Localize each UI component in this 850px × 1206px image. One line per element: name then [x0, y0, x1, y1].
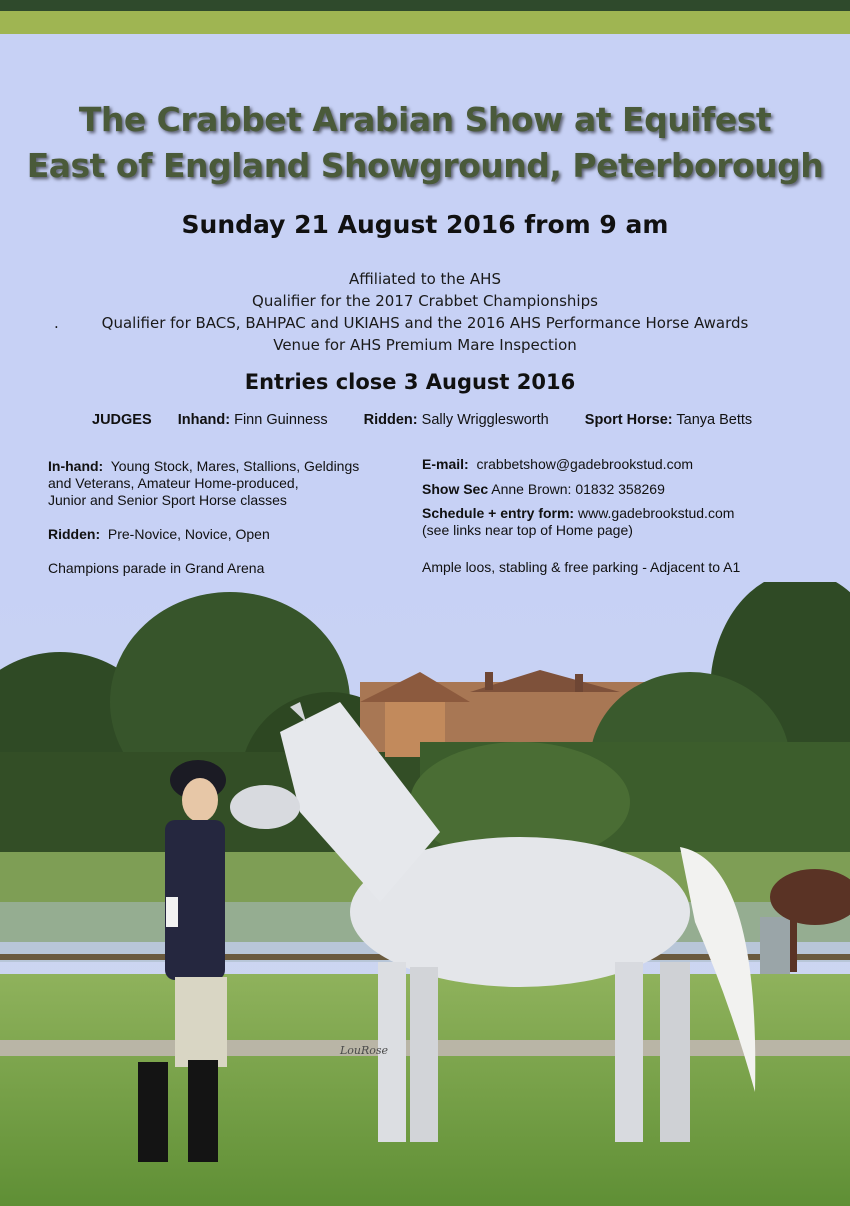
show-sec-label: Show Sec — [422, 481, 489, 497]
schedule-label: Schedule + entry form: — [422, 505, 575, 521]
champions-parade: Champions parade in Grand Arena — [48, 560, 265, 576]
judge-inhand-label: Inhand: — [177, 412, 231, 428]
inhand-line-1: Young Stock, Mares, Stallions, Geldings — [110, 458, 360, 474]
bullet-dot: . — [54, 314, 59, 332]
show-photo — [0, 582, 850, 1206]
inhand-line-2: and Veterans, Amateur Home-produced, — [48, 475, 299, 491]
judge-sport-label: Sport Horse: — [584, 412, 673, 428]
judge-sport-name: Tanya Betts — [676, 412, 753, 428]
entries-close: Entries close 3 August 2016 — [244, 370, 576, 394]
email-address[interactable]: crabbetshow@gadebrookstud.com — [476, 456, 694, 472]
affiliation-line-2: Qualifier for the 2017 Crabbet Championships — [252, 292, 598, 310]
email-label: E-mail: — [422, 456, 469, 472]
inhand-line-3: Junior and Senior Sport Horse classes — [48, 492, 287, 508]
schedule-note: (see links near top of Home page) — [422, 522, 633, 538]
judge-ridden-label: Ridden: — [363, 412, 418, 428]
event-date: Sunday 21 August 2016 from 9 am — [181, 210, 669, 239]
affiliation-line-3 — [0, 314, 850, 332]
top-border-green — [0, 11, 850, 34]
judges-row — [92, 412, 752, 428]
inhand-label: In-hand: — [48, 458, 104, 474]
judge-inhand-name: Finn Guinness — [234, 412, 328, 428]
schedule-block — [422, 505, 734, 539]
ridden-classes — [48, 526, 270, 543]
show-sec-text: Anne Brown: 01832 358269 — [491, 481, 665, 497]
judges-heading: JUDGES — [92, 412, 152, 428]
email-line — [422, 456, 693, 473]
title-line-2: East of England Showground, Peterborough — [26, 146, 824, 185]
affiliation-line-1: Affiliated to the AHS — [349, 270, 501, 288]
ridden-label: Ridden: — [48, 526, 101, 542]
inhand-classes — [48, 458, 359, 509]
show-sec-line — [422, 481, 665, 498]
judge-ridden-name: Sally Wrigglesworth — [421, 412, 549, 428]
title-line-1: The Crabbet Arabian Show at Equifest — [78, 100, 772, 139]
affiliation-line-4: Venue for AHS Premium Mare Inspection — [273, 336, 577, 354]
affiliation-line-3-text: Qualifier for BACS, BAHPAC and UKIAHS and the 2016 AHS Performance Horse Awards — [101, 314, 749, 332]
facilities-line: Ample loos, stabling & free parking - Adjacent to A1 — [422, 559, 741, 575]
schedule-url[interactable]: www.gadebrookstud.com — [577, 505, 735, 521]
photo-signature: LouRose — [340, 1044, 389, 1057]
top-border-dark — [0, 0, 850, 11]
ridden-text: Pre-Novice, Novice, Open — [107, 526, 270, 542]
